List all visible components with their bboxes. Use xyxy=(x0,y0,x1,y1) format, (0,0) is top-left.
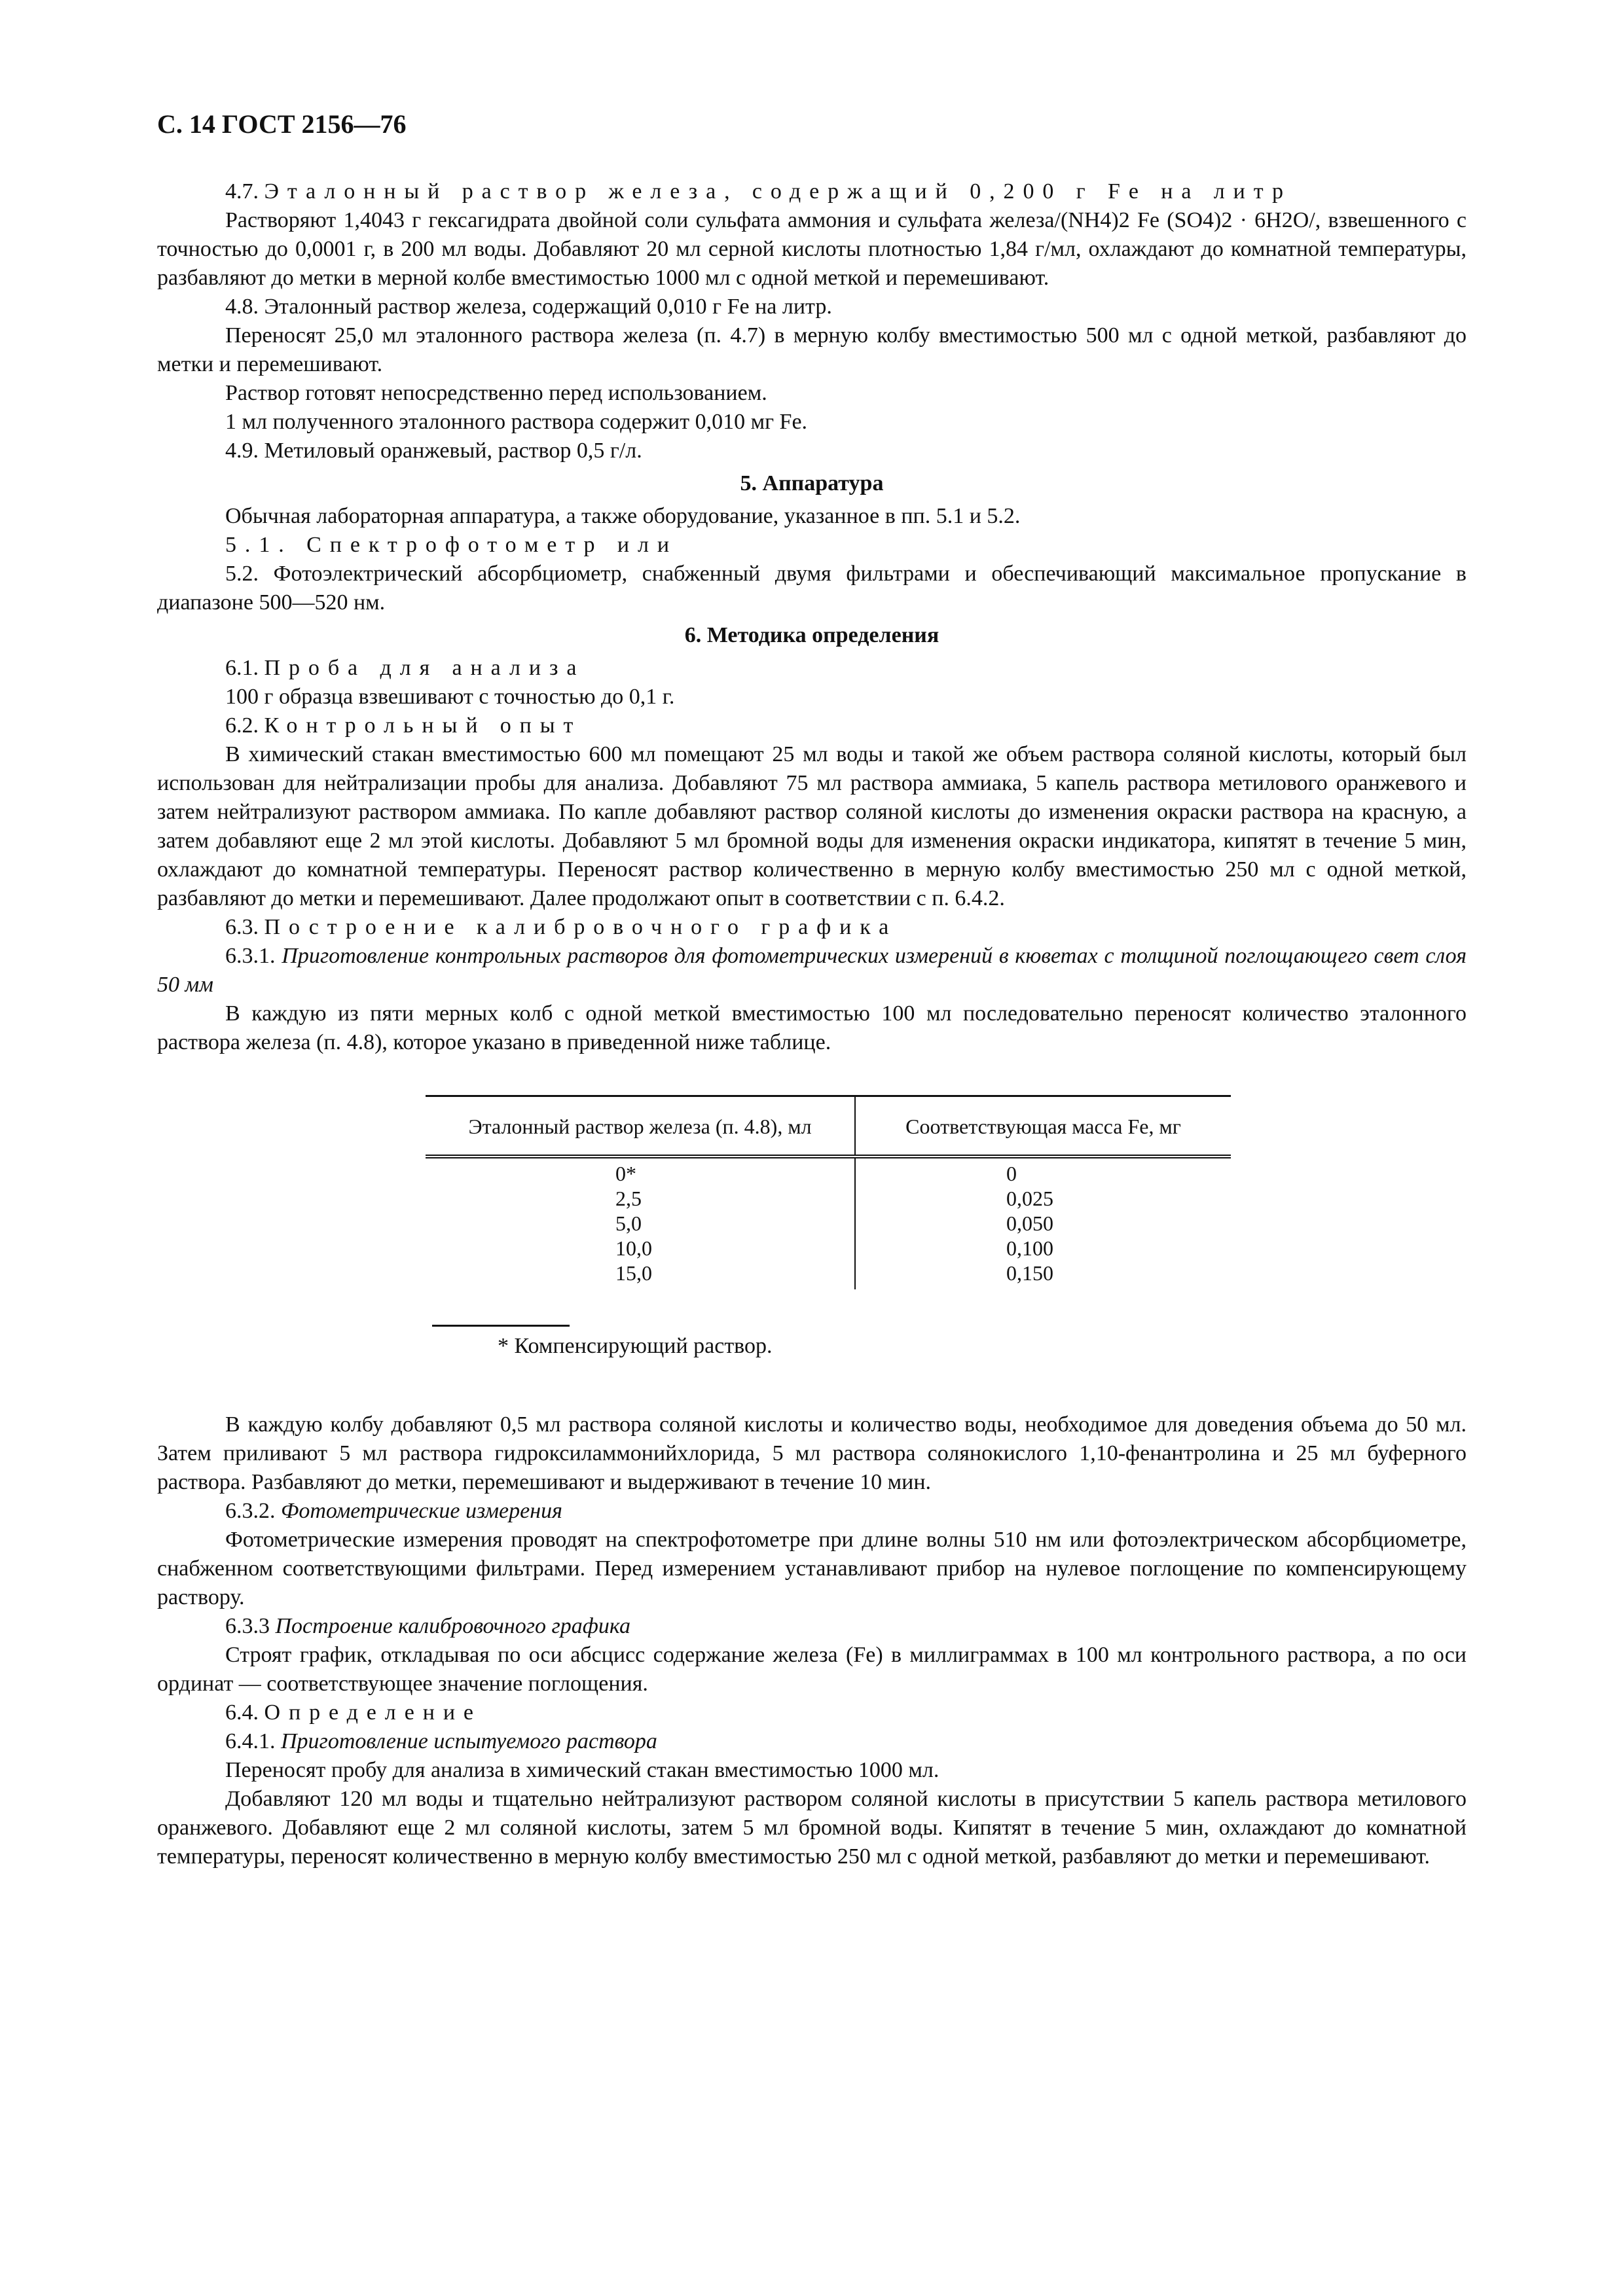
table-header-cell: Эталонный раствор железа (п. 4.8), мл xyxy=(426,1097,856,1155)
section-6-2-text: В химический стакан вместимостью 600 мл помещают 25 мл воды и такой же объем раствора соляной кислоты, который был использован для нейтрализации пробы для анализа. Добавляют 75 мл раствора аммиака, 5 капель раствора метилового оранжевого и затем нейтрализуют раствором аммиака. По капле добавляют раствор соляной кислоты до изменения окраски раствора на красную, а затем добавляют еще 2 мл этой кислоты. Добавляют 5 мл бромной воды для изменения окраски индикатора, кипятят в течение 5 мин, охлаждают до комнатной температуры. Переносят раствор количественно в мерную колбу вместимостью 250 мл с одной меткой, разбавляют до метки и перемешивают. Далее продолжают опыт в соответствии с п. 6.4.2. xyxy=(157,742,1467,910)
table-column-volume xyxy=(426,1158,856,1289)
table-cell: 10,0 xyxy=(615,1236,652,1260)
calibration-table xyxy=(426,1095,1231,1289)
table-header-cell: Соответствующая масса Fe, мг xyxy=(905,1115,1181,1138)
section-6-3-1-text: В каждую из пяти мерных колб с одной меткой вместимостью 100 мл последовательно переносят количество эталонного раствора железа (п. 4.8), которое указано в приведенной ниже таблице. xyxy=(157,1001,1467,1054)
table-cell: 0,025 xyxy=(1006,1187,1053,1210)
section-4-8-heading: 4.8. Эталонный раствор железа, содержащий 0,010 г Fe на литр. xyxy=(225,295,832,319)
table-cell: 0 xyxy=(1006,1162,1017,1185)
section-4-9-heading: 4.9. Метиловый оранжевый, раствор 0,5 г/л. xyxy=(225,439,642,463)
section-6-3-2-text: Фотометрические измерения проводят на спектрофотометре при длине волны 510 нм или фотоэлектрическом абсорбциометре, снабженном соответствующими фильтрами. Перед измерением устанавливают прибор на нулевое поглощение по компенсирующему раствору. xyxy=(157,1528,1467,1609)
section-4-7-title: Эталонный раствор железа, содержащий 0,200 г Fe на литр xyxy=(264,179,1292,204)
table-cell: 2,5 xyxy=(615,1187,642,1210)
section-6-3-1-heading: 6.3.1. Приготовление контрольных растворов для фотометрических измерений в кюветах с толщиной поглощающего свет слоя 50 мм xyxy=(157,944,1467,997)
section-5-2: 5.2. Фотоэлектрический абсорбциометр, снабженный двумя фильтрами и обеспечивающий максимальное пропускание в диапазоне 500—520 нм. xyxy=(157,562,1467,615)
section-6-3-2-heading: 6.3.2. Фотометрические измерения xyxy=(225,1499,562,1523)
table-cell: 0,100 xyxy=(1006,1236,1053,1260)
section-4-7-heading: 4.7. Эталонный раствор железа, содержащий 0,200 г Fe на литр xyxy=(225,179,1292,204)
table-body xyxy=(426,1158,1231,1289)
section-6-4-heading: 6.4. Определение xyxy=(225,1700,482,1725)
table-column-mass xyxy=(856,1158,1231,1289)
table-cell: 0,050 xyxy=(1006,1211,1053,1235)
table-cell: 0,150 xyxy=(1006,1261,1053,1285)
section-6-4-1-heading: 6.4.1. Приготовление испытуемого раствора xyxy=(225,1729,657,1753)
section-5-intro: Обычная лабораторная аппаратура, а также оборудование, указанное в пп. 5.1 и 5.2. xyxy=(225,504,1021,528)
section-6-3-heading: 6.3. Построение калибровочного графика xyxy=(225,915,898,939)
section-4-7-text: Растворяют 1,4043 г гексагидрата двойной соли сульфата аммония и сульфата железа/(NH4)2 Fe (SO4)2 · 6H2O/, взвешенного с точностью до 0,0001 г, в 200 мл воды. Добавляют 20 мл серной кислоты плотностью 1,84 г/мл, охлаждают до комнатной температуры, разбавляют до метки в мерной колбе вместимостью 1000 мл с одной меткой и перемешивают. xyxy=(157,208,1467,290)
section-6-1-heading: 6.1. Проба для анализа xyxy=(225,656,585,680)
document-page xyxy=(157,108,1467,1871)
section-6-3-1-continued: В каждую колбу добавляют 0,5 мл раствора соляной кислоты и количество воды, необходимое для доведения объема до 50 мл. Затем приливают 5 мл раствора гидроксиламмонийхлорида, 5 мл раствора солянокислого 1,10-фенантролина и 25 мл буферного раствора. Разбавляют до метки, перемешивают и выдерживают в течение 10 мин. xyxy=(157,1412,1467,1494)
table-cell: 0* xyxy=(615,1162,636,1185)
section-6-4-1-text-continued: Добавляют 120 мл воды и тщательно нейтрализуют раствором соляной кислоты в присутствии 5 капель раствора метилового оранжевого. Добавляют еще 2 мл соляной кислоты, затем 5 мл бромной воды. Кипятят в течение 5 мин, охлаждают до комнатной температуры, переносят количественно в мерную колбу вместимостью 250 мл с одной меткой, разбавляют до метки и перемешивают. xyxy=(157,1787,1467,1869)
section-6-3-3-heading: 6.3.3 Построение калибровочного графика xyxy=(225,1614,630,1638)
page-header: С. 14 ГОСТ 2156—76 xyxy=(157,109,407,139)
table-cell: 5,0 xyxy=(615,1211,642,1235)
section-5-1: 5.1. Спектрофотометр или xyxy=(225,533,678,557)
section-6-2-heading: 6.2. Контрольный опыт xyxy=(225,713,582,738)
table-cell: 15,0 xyxy=(615,1261,652,1285)
footnote-rule xyxy=(432,1325,570,1327)
table-header xyxy=(426,1095,1231,1158)
section-6-4-1-text: Переносят пробу для анализа в химический стакан вместимостью 1000 мл. xyxy=(225,1758,939,1782)
section-5-title: 5. Аппаратура xyxy=(740,471,884,495)
section-4-8-content: 1 мл полученного эталонного раствора содержит 0,010 мг Fe. xyxy=(225,410,808,434)
section-6-1-text: 100 г образца взвешивают с точностью до 0,1 г. xyxy=(225,685,675,709)
section-6-3-3-text: Строят график, откладывая по оси абсцисс содержание железа (Fe) в миллиграммах в 100 мл контрольного раствора, а по оси ординат — соответствующее значение поглощения. xyxy=(157,1643,1467,1696)
section-6-title: 6. Методика определения xyxy=(684,623,939,647)
section-4-8-note: Раствор готовят непосредственно перед использованием. xyxy=(225,381,767,405)
section-4-8-text: Переносят 25,0 мл эталонного раствора железа (п. 4.7) в мерную колбу вместимостью 500 мл с одной меткой, разбавляют до метки и перемешивают. xyxy=(157,323,1467,376)
table-footnote: * Компенсирующий раствор. xyxy=(498,1334,773,1358)
